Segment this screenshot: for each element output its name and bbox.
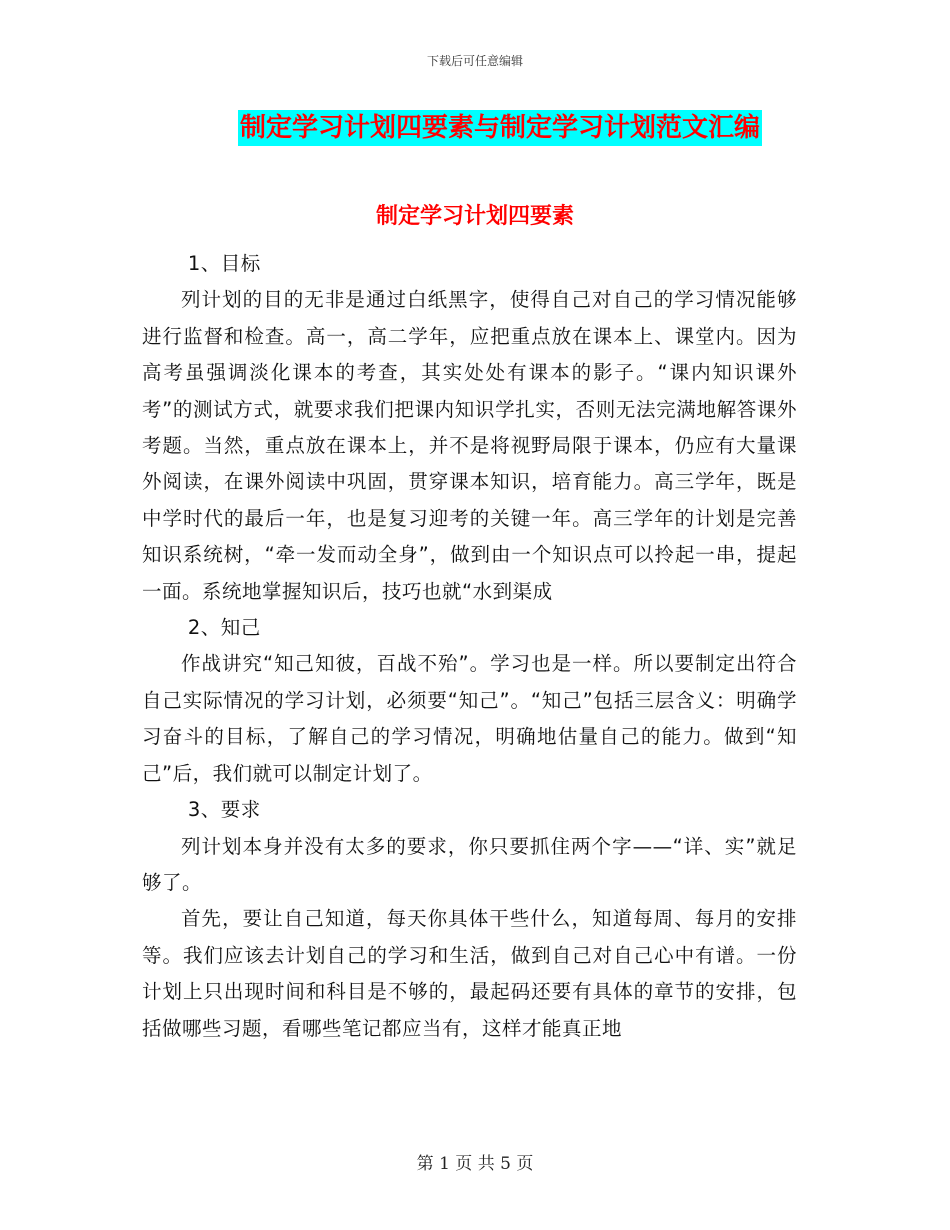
paragraph-requirements: 列计划本身并没有太多的要求，你只要抓住两个字——“详、实”就足够了。 [142, 834, 797, 894]
item-heading-requirements: 3、要求 [187, 798, 261, 822]
document-title-container [0, 110, 950, 146]
item-heading-goal: 1、目标 [187, 252, 261, 275]
page-footer: 第 1 页 共 5 页 [416, 1154, 534, 1174]
document-title: 制定学习计划四要素与制定学习计划范文汇编 [238, 110, 762, 146]
section-heading: 制定学习计划四要素 [375, 204, 574, 229]
page-header: 下载后可任意编辑 [426, 54, 523, 68]
paragraph-first: 首先，要让自己知道，每天你具体干些什么，知道每周、每月的安排等。我们应该去计划自己的学习和生活，做到自己对自己心中有谱。一份计划上只出现时间和科目是不够的，最起码还要有具体的章节的安排，包括做哪些习题，看哪些笔记都应当有，这样才能真正地 [142, 907, 797, 1040]
paragraph-know-yourself: 作战讲究“知己知彼，百战不殆”。学习也是一样。所以要制定出符合自己实际情况的学习计划，必须要“知己”。“知己”包括三层含义：明确学习奋斗的目标，了解自己的学习情况，明确地估量自己的能力。做到“知己”后，我们就可以制定计划了。 [142, 652, 797, 785]
document-body [142, 246, 797, 1047]
item-heading-know-yourself: 2、知己 [187, 616, 261, 640]
paragraph-goal: 列计划的目的无非是通过白纸黑字，使得自己对自己的学习情况能够进行监督和检查。高一，高二学年，应把重点放在课本上、课堂内。因为高考虽强调淡化课本的考查，其实处处有课本的影子。“课内知识课外考”的测试方式，就要求我们把课内知识学扎实，否则无法完满地解答课外考题。当然，重点放在课本上，并不是将视野局限于课本，仍应有大量课外阅读，在课外阅读中巩固，贯穿课本知识，培育能力。高三学年，既是中学时代的最后一年，也是复习迎考的关键一年。高三学年的计划是完善知识系统树，“牵一发而动全身”，做到由一个知识点可以拎起一串，提起一面。系统地掌握知识后，技巧也就“水到渠成 [142, 288, 797, 603]
